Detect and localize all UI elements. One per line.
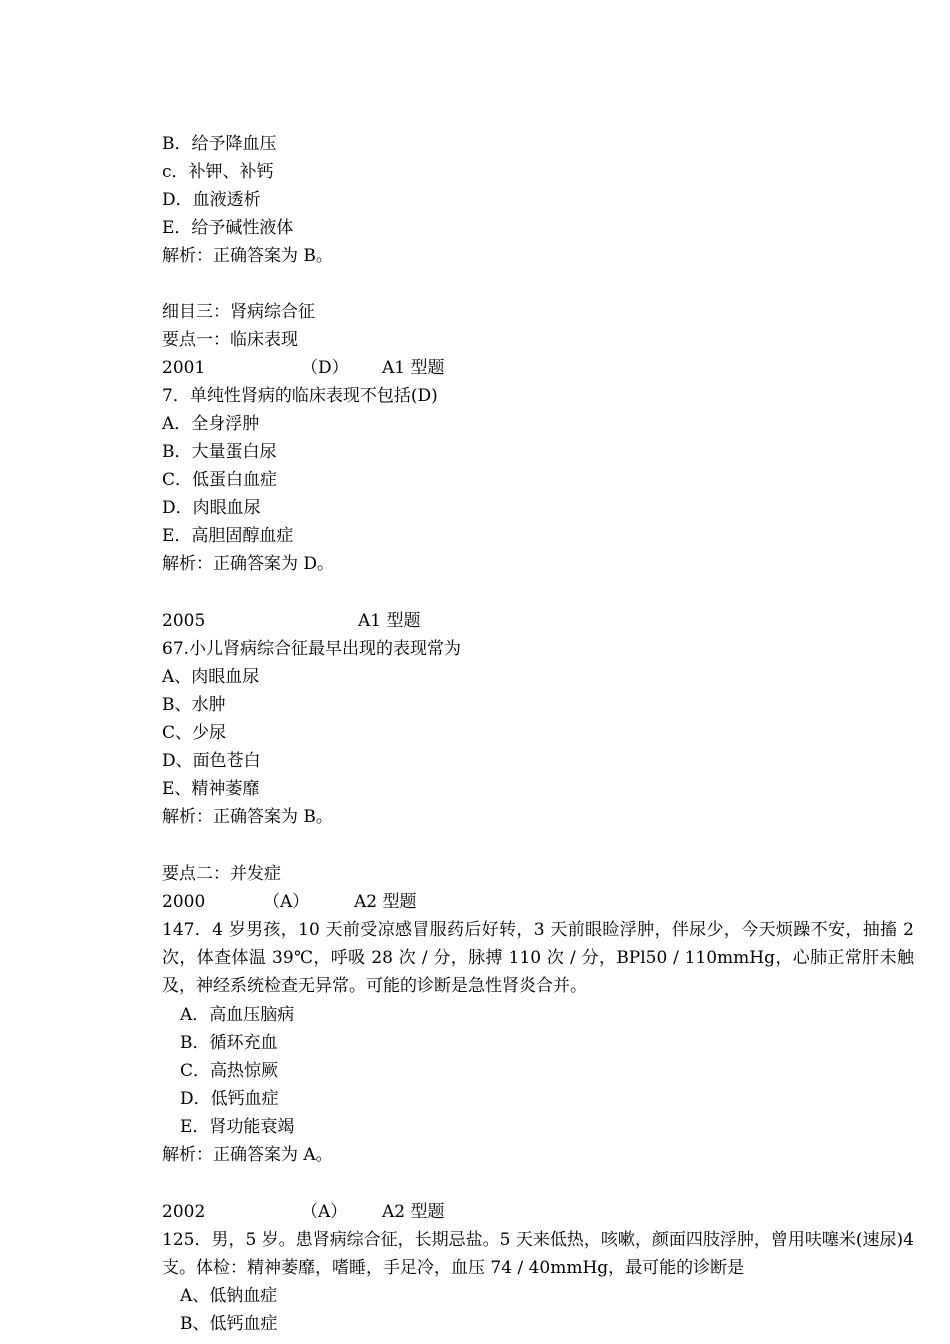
question-type: A1 型题 (382, 358, 445, 378)
question-type: A2 型题 (382, 1202, 445, 1222)
question-type: A2 型题 (354, 892, 417, 912)
key-point-heading: 要点二：并发症 (162, 864, 281, 884)
option-c: c．补钾、补钙 (162, 162, 274, 182)
key-point-heading: 要点一：临床表现 (162, 330, 298, 350)
question-answer-tag: （D） (301, 358, 349, 378)
option-a: A．全身浮肿 (162, 414, 260, 434)
option-c: C、少尿 (162, 723, 227, 743)
option-b: B．循环充血 (180, 1033, 278, 1053)
answer-explanation: 解析：正确答案为 A。 (162, 1145, 333, 1165)
option-a: A、肉眼血尿 (162, 667, 260, 687)
option-a: A．高血压脑病 (180, 1005, 295, 1025)
option-b: B．给予降血压 (162, 134, 277, 154)
option-a: A、低钠血症 (180, 1286, 278, 1306)
option-e: E．肾功能衰竭 (180, 1117, 295, 1137)
option-e: E．高胆固醇血症 (162, 526, 294, 546)
question-stem: 67.小儿肾病综合征最早出现的表现常为 (162, 639, 462, 659)
option-d: D．低钙血症 (180, 1089, 279, 1109)
question-answer-tag: （A） (263, 892, 310, 912)
option-b: B、低钙血症 (180, 1314, 278, 1334)
question-answer-tag: （A） (301, 1202, 348, 1222)
option-b: B．大量蛋白尿 (162, 442, 277, 462)
question-stem: 147．4 岁男孩，10 天前受凉感冒服药后好转，3 天前眼睑浮肿，伴尿少，今天烦躁不安，抽搐 2 次，体查体温 39℃，呼吸 28 次 / 分，脉搏 110 次 / 分，BPl50 / 110mmHg，心肺正常肝未触及，神经系统检查无异常。可能的诊断是急性肾炎合并。 (162, 920, 914, 996)
option-c: C．低蛋白血症 (162, 470, 278, 490)
option-d: D、面色苍白 (162, 751, 261, 771)
question-year: 2005 (162, 611, 206, 631)
option-e: E、精神萎靡 (162, 779, 260, 799)
option-d: D．肉眼血尿 (162, 498, 261, 518)
question-year: 2002 (162, 1202, 206, 1222)
option-b: B、水肿 (162, 695, 226, 715)
section-title: 细目三：肾病综合征 (162, 302, 315, 322)
option-e: E．给予碱性液体 (162, 218, 294, 238)
question-year: 2001 (162, 358, 206, 378)
answer-explanation: 解析：正确答案为 B。 (162, 807, 333, 827)
question-stem: 125．男，5 岁。患肾病综合征，长期忌盐。5 天来低热，咳嗽，颜面四肢浮肿，曾用呋噻米(速尿)4 支。体检：精神萎靡，嗜睡，手足冷，血压 74 / 40mmHg，最可能的诊断是 (162, 1230, 914, 1278)
question-type: A1 型题 (358, 611, 421, 631)
question-stem: 7．单纯性肾病的临床表现不包括(D) (162, 386, 438, 406)
option-c: C．高热惊厥 (180, 1061, 279, 1081)
question-year: 2000 (162, 892, 206, 912)
answer-explanation: 解析：正确答案为 D。 (162, 554, 335, 574)
answer-explanation: 解析：正确答案为 B。 (162, 246, 333, 266)
option-d: D．血液透析 (162, 190, 261, 210)
